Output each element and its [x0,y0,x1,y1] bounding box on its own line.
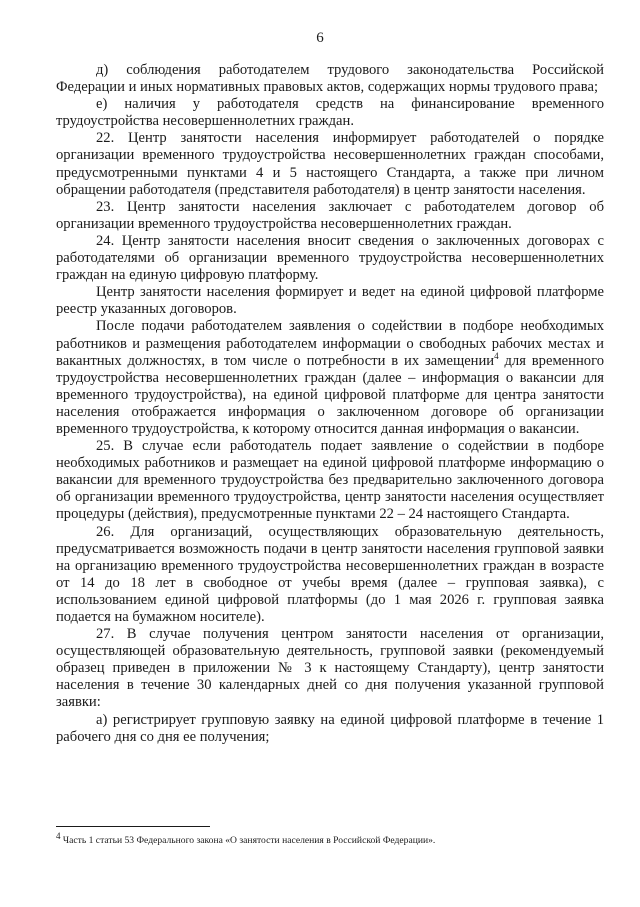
paragraph-a: а) регистрирует групповую заявку на единой цифровой платформе в течение 1 рабочего дня со дня ее получения; [56,711,604,745]
paragraph-25: 25. В случае если работодатель подает заявление о содействии в подборе необходимых работников и размещает на единой цифровой платформе информацию о вакансии для временного трудоустройства без предварительно заключенного договора об организации временного трудоустройства, центр занятости населения осуществляет процедуры (действия), предусмотренные пунктами 22 – 24 настоящего Стандарта. [56,438,604,523]
body-text [56,62,604,746]
paragraph-27: 27. В случае получения центром занятости населения от организации, осуществляющей образовательную деятельность, групповой заявки (рекомендуемый образец приведен в приложении № 3 к настоящему Стандарту), центр занятости населения в течение 30 календарных дней со дня получения указанной групповой заявки: [56,626,604,711]
footnote-divider [56,826,210,827]
paragraph-23: 23. Центр занятости населения заключает с работодателем договор об организации временного трудоустройства несовершеннолетних граждан. [56,198,604,232]
footnote-reference[interactable]: 4 [494,350,499,361]
paragraph-vacancy-info [56,318,604,438]
paragraph-22: 22. Центр занятости населения информирует работодателей о порядке организации временного трудоустройства несовершеннолетних граждан способами, предусмотренными пунктами 4 и 5 настоящего Стандарта, а также при личном обращении работодателя (представителя работодателя) в центр занятости населения. [56,130,604,198]
footnote-number: 4 [56,830,61,841]
paragraph-vacancy-text-end: для временного трудоустройства несовершеннолетних граждан (далее – информация о вакансии для временного трудоустройства), на единой цифровой платформе для центра занятости населения отображается информация о заключенном договоре об организации временного трудоустройства, к которому относится данная информация о вакансии. [56,352,604,437]
footnote [56,830,604,847]
paragraph-26: 26. Для организаций, осуществляющих образовательную деятельность, предусматривается возможность подачи в центр занятости населения групповой заявки на организацию временного трудоустройства несовершеннолетних граждан в возрасте от 14 до 18 лет в свободное от учебы время (далее – групповая заявка), с использованием единой цифровой платформы (до 1 мая 2026 г. групповая заявка подается на бумажном носителе). [56,523,604,625]
footnote-text: Часть 1 статьи 53 Федерального закона «О занятости населения в Российской Федерации». [60,835,436,846]
page-number: 6 [316,30,324,46]
paragraph-d: д) соблюдения работодателем трудового законодательства Российской Федерации и иных нормативных правовых актов, содержащих нормы трудового права; [56,62,604,96]
paragraph-registry: Центр занятости населения формирует и ведет на единой цифровой платформе реестр указанных договоров. [56,284,604,318]
paragraph-e: е) наличия у работодателя средств на финансирование временного трудоустройства несовершеннолетних граждан. [56,96,604,130]
paragraph-24: 24. Центр занятости населения вносит сведения о заключенных договорах с работодателями об организации временного трудоустройства несовершеннолетних граждан на единую цифровую платформу. [56,232,604,284]
paragraph-vacancy-text-start: После подачи работодателем заявления о содействии в подборе необходимых работников и размещения работодателем информации о свободных рабочих местах и вакантных должностях, в том числе о потребности в их замещении [56,318,604,369]
